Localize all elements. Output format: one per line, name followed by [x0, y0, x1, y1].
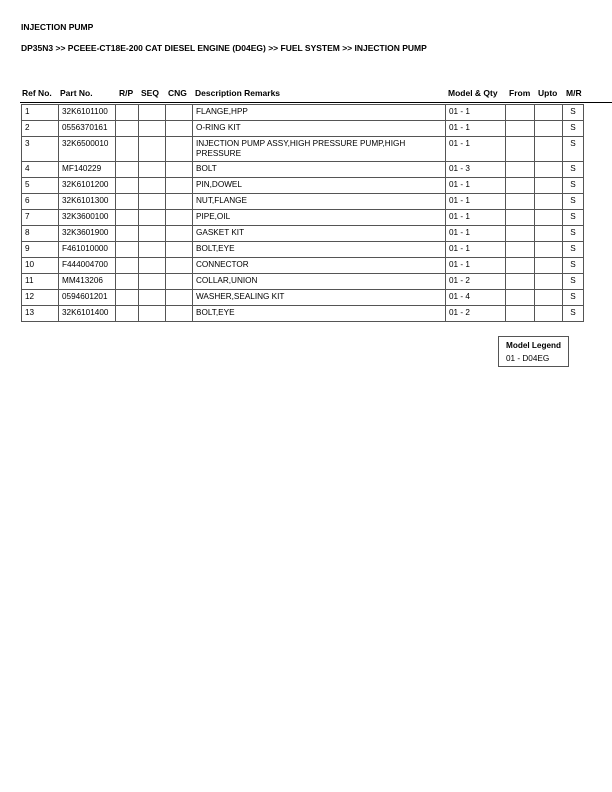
upto-cell [535, 306, 563, 322]
seq-cell [139, 162, 166, 178]
table-row [22, 162, 584, 178]
table-row [22, 226, 584, 242]
ref-no-cell: 6 [22, 194, 59, 210]
part-no-cell: 32K6101200 [59, 178, 116, 194]
column-header-cng: CNG [168, 88, 187, 98]
cng-cell [166, 258, 193, 274]
table-row [22, 290, 584, 306]
description-cell: CONNECTOR [193, 258, 446, 274]
model-qty-cell: 01 - 3 [446, 162, 506, 178]
model-qty-cell: 01 - 1 [446, 194, 506, 210]
column-header-rp: R/P [119, 88, 134, 98]
table-row [22, 274, 584, 290]
upto-cell [535, 121, 563, 137]
column-header-seq: SEQ [141, 88, 159, 98]
ref-no-cell: 8 [22, 226, 59, 242]
table-row [22, 210, 584, 226]
cng-cell [166, 121, 193, 137]
model-qty-cell: 01 - 1 [446, 178, 506, 194]
ref-no-cell: 4 [22, 162, 59, 178]
upto-cell [535, 162, 563, 178]
cng-cell [166, 274, 193, 290]
model-qty-cell: 01 - 1 [446, 210, 506, 226]
description-cell: FLANGE,HPP [193, 105, 446, 121]
column-header-ref: Ref No. [22, 88, 52, 98]
part-no-cell: 32K3601900 [59, 226, 116, 242]
table-row [22, 306, 584, 322]
legend-title: Model Legend [506, 341, 562, 350]
seq-cell [139, 121, 166, 137]
cng-cell [166, 178, 193, 194]
upto-cell [535, 242, 563, 258]
description-cell: PIPE,OIL [193, 210, 446, 226]
mr-cell: S [563, 162, 584, 178]
mr-cell: S [563, 306, 584, 322]
rp-cell [116, 105, 139, 121]
mr-cell: S [563, 290, 584, 306]
model-legend [498, 336, 569, 367]
ref-no-cell: 5 [22, 178, 59, 194]
rp-cell [116, 210, 139, 226]
description-cell: INJECTION PUMP ASSY,HIGH PRESSURE PUMP,HIGH PRESSURE [193, 137, 446, 162]
header-divider [20, 102, 612, 104]
model-qty-cell: 01 - 1 [446, 258, 506, 274]
parts-table [21, 104, 584, 322]
from-cell [506, 121, 535, 137]
from-cell [506, 137, 535, 162]
column-header-from: From [509, 88, 531, 98]
table-row [22, 105, 584, 121]
part-no-cell: F461010000 [59, 242, 116, 258]
cng-cell [166, 242, 193, 258]
mr-cell: S [563, 194, 584, 210]
rp-cell [116, 242, 139, 258]
mr-cell: S [563, 226, 584, 242]
table-row [22, 137, 584, 162]
mr-cell: S [563, 178, 584, 194]
cng-cell [166, 290, 193, 306]
part-no-cell: MM413206 [59, 274, 116, 290]
mr-cell: S [563, 242, 584, 258]
model-qty-cell: 01 - 1 [446, 121, 506, 137]
upto-cell [535, 274, 563, 290]
rp-cell [116, 274, 139, 290]
description-cell: BOLT,EYE [193, 306, 446, 322]
ref-no-cell: 7 [22, 210, 59, 226]
ref-no-cell: 13 [22, 306, 59, 322]
part-no-cell: 32K3600100 [59, 210, 116, 226]
description-cell: PIN,DOWEL [193, 178, 446, 194]
seq-cell [139, 242, 166, 258]
rp-cell [116, 226, 139, 242]
from-cell [506, 105, 535, 121]
table-header [20, 87, 584, 101]
mr-cell: S [563, 274, 584, 290]
from-cell [506, 162, 535, 178]
seq-cell [139, 105, 166, 121]
upto-cell [535, 258, 563, 274]
from-cell [506, 194, 535, 210]
seq-cell [139, 226, 166, 242]
cng-cell [166, 194, 193, 210]
seq-cell [139, 178, 166, 194]
seq-cell [139, 274, 166, 290]
from-cell [506, 210, 535, 226]
ref-no-cell: 12 [22, 290, 59, 306]
seq-cell [139, 290, 166, 306]
ref-no-cell: 11 [22, 274, 59, 290]
from-cell [506, 274, 535, 290]
rp-cell [116, 137, 139, 162]
rp-cell [116, 258, 139, 274]
column-header-part: Part No. [60, 88, 93, 98]
part-no-cell: F444004700 [59, 258, 116, 274]
upto-cell [535, 226, 563, 242]
ref-no-cell: 3 [22, 137, 59, 162]
column-header-mr: M/R [566, 88, 582, 98]
ref-no-cell: 2 [22, 121, 59, 137]
seq-cell [139, 194, 166, 210]
cng-cell [166, 226, 193, 242]
rp-cell [116, 290, 139, 306]
column-header-model: Model & Qty [448, 88, 498, 98]
description-cell: BOLT,EYE [193, 242, 446, 258]
mr-cell: S [563, 137, 584, 162]
upto-cell [535, 194, 563, 210]
part-no-cell: 0594601201 [59, 290, 116, 306]
description-cell: WASHER,SEALING KIT [193, 290, 446, 306]
mr-cell: S [563, 105, 584, 121]
seq-cell [139, 258, 166, 274]
upto-cell [535, 105, 563, 121]
description-cell: NUT,FLANGE [193, 194, 446, 210]
model-qty-cell: 01 - 1 [446, 137, 506, 162]
cng-cell [166, 105, 193, 121]
part-no-cell: 0556370161 [59, 121, 116, 137]
part-no-cell: 32K6500010 [59, 137, 116, 162]
seq-cell [139, 306, 166, 322]
upto-cell [535, 178, 563, 194]
table-row [22, 258, 584, 274]
from-cell [506, 178, 535, 194]
from-cell [506, 306, 535, 322]
mr-cell: S [563, 121, 584, 137]
from-cell [506, 226, 535, 242]
mr-cell: S [563, 258, 584, 274]
table-row [22, 242, 584, 258]
cng-cell [166, 210, 193, 226]
part-no-cell: 32K6101100 [59, 105, 116, 121]
mr-cell: S [563, 210, 584, 226]
description-cell: GASKET KIT [193, 226, 446, 242]
rp-cell [116, 194, 139, 210]
from-cell [506, 290, 535, 306]
upto-cell [535, 137, 563, 162]
cng-cell [166, 162, 193, 178]
model-qty-cell: 01 - 1 [446, 242, 506, 258]
description-cell: O-RING KIT [193, 121, 446, 137]
part-no-cell: 32K6101300 [59, 194, 116, 210]
upto-cell [535, 210, 563, 226]
upto-cell [535, 290, 563, 306]
model-qty-cell: 01 - 1 [446, 226, 506, 242]
column-header-upto: Upto [538, 88, 558, 98]
model-qty-cell: 01 - 2 [446, 306, 506, 322]
rp-cell [116, 121, 139, 137]
part-no-cell: 32K6101400 [59, 306, 116, 322]
rp-cell [116, 306, 139, 322]
model-qty-cell: 01 - 4 [446, 290, 506, 306]
table-row [22, 121, 584, 137]
cng-cell [166, 137, 193, 162]
part-no-cell: MF140229 [59, 162, 116, 178]
legend-entry: 01 - D04EG [506, 354, 550, 363]
model-qty-cell: 01 - 1 [446, 105, 506, 121]
seq-cell [139, 210, 166, 226]
table-row [22, 178, 584, 194]
ref-no-cell: 9 [22, 242, 59, 258]
table-row [22, 194, 584, 210]
model-qty-cell: 01 - 2 [446, 274, 506, 290]
column-header-desc: Description Remarks [195, 88, 281, 98]
ref-no-cell: 10 [22, 258, 59, 274]
page-title: INJECTION PUMP [21, 22, 94, 32]
ref-no-cell: 1 [22, 105, 59, 121]
cng-cell [166, 306, 193, 322]
from-cell [506, 258, 535, 274]
description-cell: BOLT [193, 162, 446, 178]
rp-cell [116, 162, 139, 178]
breadcrumb: DP35N3 >> PCEEE-CT18E-200 CAT DIESEL ENGINE (D04EG) >> FUEL SYSTEM >> INJECTION PUMP [21, 43, 427, 53]
seq-cell [139, 137, 166, 162]
from-cell [506, 242, 535, 258]
rp-cell [116, 178, 139, 194]
description-cell: COLLAR,UNION [193, 274, 446, 290]
